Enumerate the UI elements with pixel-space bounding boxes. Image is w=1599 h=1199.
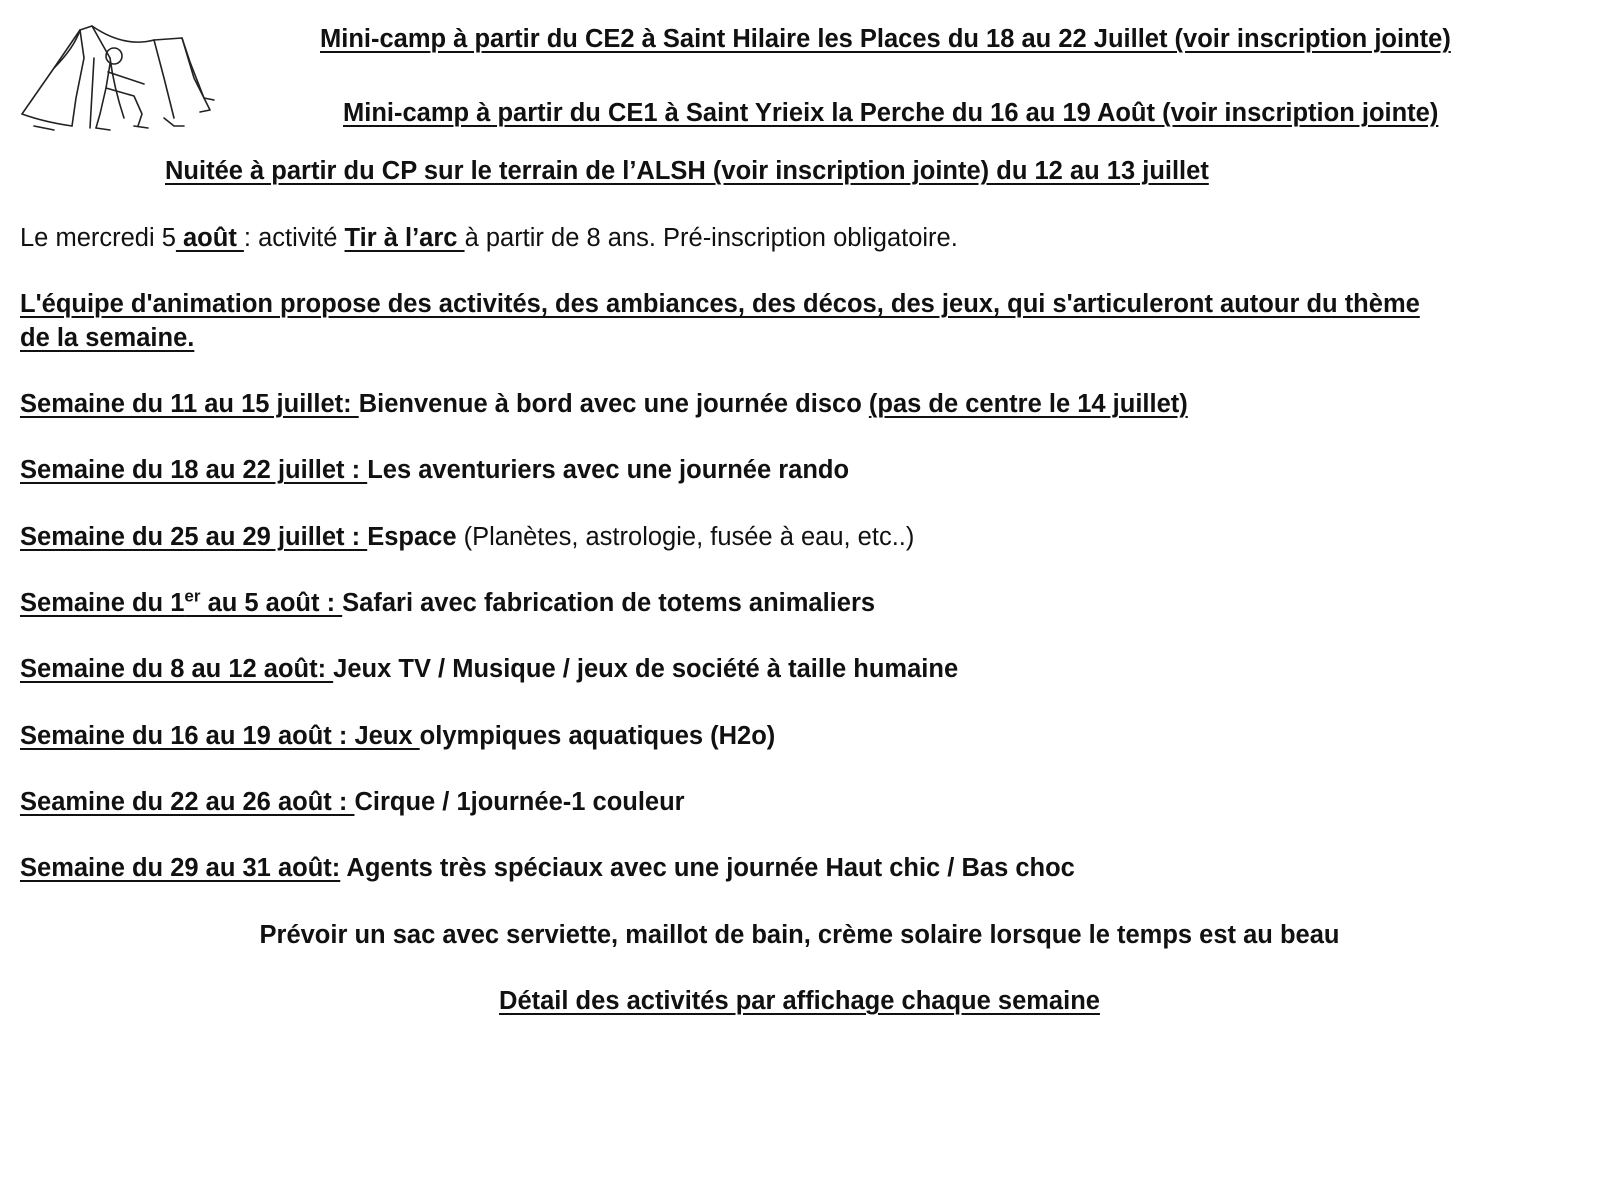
week-6 xyxy=(20,721,775,751)
week-theme-underlined: Jeux xyxy=(354,722,420,750)
week-label: Semaine du 11 au 15 juillet: xyxy=(20,390,359,418)
intro-line-1: L'équipe d'animation propose des activités, des ambiances, des décos, des jeux, qui s'articuleront autour du thème xyxy=(20,290,1420,318)
intro-line-2: de la semaine. xyxy=(20,324,195,352)
activities-detail-note: Détail des activités par affichage chaque semaine xyxy=(499,987,1100,1015)
archery-details: à partir de 8 ans. Pré-inscription obligatoire. xyxy=(464,224,958,252)
week-label: Semaine du 16 au 19 août : xyxy=(20,722,355,750)
week-5 xyxy=(20,654,958,684)
week-label xyxy=(20,586,343,617)
week-label: Semaine du 18 au 22 juillet : xyxy=(20,456,368,484)
nuitee-announcement: Nuitée à partir du CP sur le terrain de l’ALSH (voir inscription jointe) du 12 au 13 juillet xyxy=(165,157,1209,185)
week-label: Semaine du 8 au 12 août: xyxy=(20,655,334,683)
week-label-end: au 5 août : xyxy=(200,589,343,617)
week-label-start: Semaine du 1 xyxy=(20,589,185,617)
week-theme: Safari avec fabrication de totems animaliers xyxy=(342,589,876,617)
week-label: Semaine du 29 au 31 août: xyxy=(20,854,341,882)
archery-month: août xyxy=(175,224,244,252)
bring-items-note: Prévoir un sac avec serviette, maillot de bain, crème solaire lorsque le temps est au beau xyxy=(259,921,1340,949)
archery-activity xyxy=(20,223,958,253)
week-4 xyxy=(20,588,875,618)
week-theme: Cirque / 1journée-1 couleur xyxy=(354,788,685,816)
week-theme: Agents très spéciaux avec une journée Haut chic / Bas choc xyxy=(340,854,1075,882)
tent-camper-illustration xyxy=(14,18,219,136)
week-3 xyxy=(20,522,914,552)
archery-activity-text: : activité xyxy=(243,224,345,252)
minicamp-ce2-announcement: Mini-camp à partir du CE2 à Saint Hilaire les Places du 18 au 22 Juillet (voir inscription jointe) xyxy=(320,25,1451,53)
week-theme: Bienvenue à bord avec une journée disco xyxy=(358,390,869,418)
week-8 xyxy=(20,853,1075,883)
week-7 xyxy=(20,787,685,817)
archery-date-text: Le mercredi 5 xyxy=(20,224,176,252)
week-theme: olympiques aquatiques (H2o) xyxy=(419,722,776,750)
week-theme: Les aventuriers avec une journée rando xyxy=(367,456,850,484)
week-note: (pas de centre le 14 juillet) xyxy=(868,390,1188,418)
archery-name: Tir à l’arc xyxy=(344,224,465,252)
week-label: Semaine du 25 au 29 juillet : xyxy=(20,523,368,551)
week-theme: Espace xyxy=(367,523,457,551)
week-label: Seamine du 22 au 26 août : xyxy=(20,788,355,816)
week-label-ordinal: er xyxy=(184,586,201,606)
week-2 xyxy=(20,455,849,485)
week-theme: Jeux TV / Musique / jeux de société à taille humaine xyxy=(333,655,959,683)
week-1 xyxy=(20,389,1188,419)
minicamp-ce1-announcement: Mini-camp à partir du CE1 à Saint Yrieix la Perche du 16 au 19 Août (voir inscription jointe) xyxy=(343,99,1439,127)
week-detail: (Planètes, astrologie, fusée à eau, etc..) xyxy=(456,523,915,551)
